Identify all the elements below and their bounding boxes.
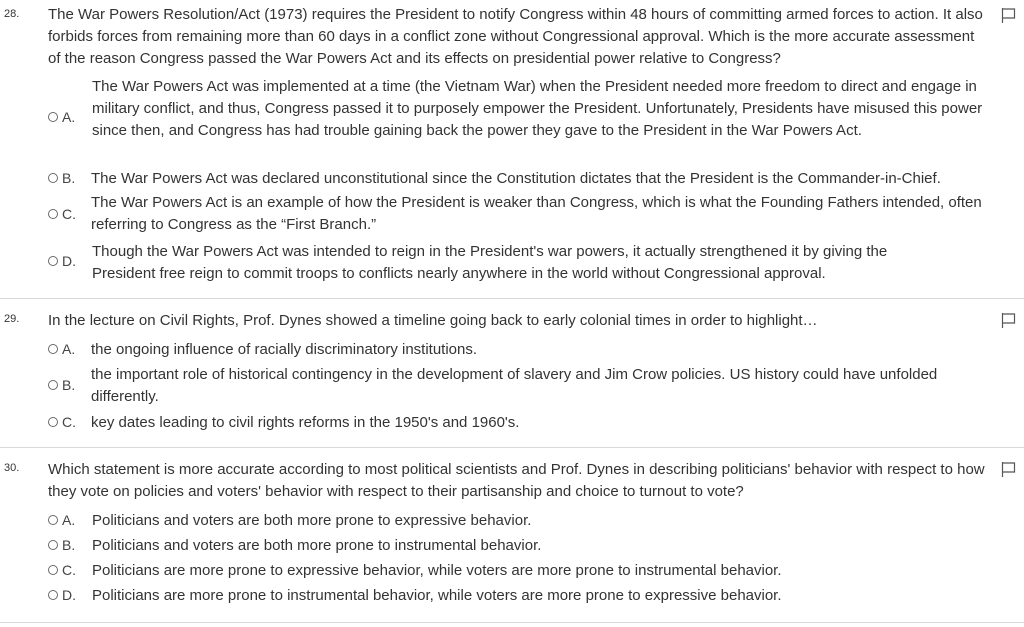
flag-question-button[interactable]	[1000, 312, 1017, 329]
option-text: the ongoing influence of racially discriminatory institutions.	[91, 341, 478, 358]
radio-button-icon[interactable]	[48, 590, 58, 600]
answer-option-b[interactable]	[48, 535, 998, 557]
option-letter: D.	[62, 253, 76, 269]
option-marker	[48, 253, 76, 269]
option-letter: B.	[62, 377, 76, 393]
option-marker	[48, 414, 76, 430]
radio-button-icon[interactable]	[48, 256, 58, 266]
radio-button-icon[interactable]	[48, 380, 58, 390]
option-marker	[48, 587, 76, 603]
flag-icon	[1000, 312, 1017, 329]
option-text: Politicians are more prone to expressive behavior, while voters are more prone to instrumental behavior.	[92, 562, 782, 579]
radio-button-icon[interactable]	[48, 112, 58, 122]
option-text: Politicians are more prone to instrumental behavior, while voters are more prone to expressive behavior.	[92, 587, 782, 604]
option-letter: A.	[62, 341, 76, 357]
question-divider	[0, 298, 1024, 299]
option-letter: C.	[62, 414, 76, 430]
radio-button-icon[interactable]	[48, 515, 58, 525]
option-marker	[48, 170, 75, 186]
radio-button-icon[interactable]	[48, 344, 58, 354]
option-marker	[48, 341, 75, 357]
answer-option-b[interactable]	[48, 364, 998, 408]
answer-option-c[interactable]	[48, 560, 998, 582]
option-letter: C.	[62, 206, 76, 222]
flag-icon	[1000, 7, 1017, 24]
question-number: 28.	[4, 8, 20, 20]
radio-button-icon[interactable]	[48, 173, 58, 183]
question-number: 29.	[4, 313, 20, 325]
radio-button-icon[interactable]	[48, 417, 58, 427]
option-marker	[48, 109, 75, 125]
option-text: key dates leading to civil rights reforms in the 1950's and 1960's.	[91, 414, 520, 431]
answer-option-d[interactable]	[48, 241, 998, 285]
option-text: the important role of historical contingency in the development of slavery and Jim Crow policies. US history could have unfolded differently.	[91, 366, 938, 405]
option-marker	[48, 537, 75, 553]
option-text: Politicians and voters are both more prone to instrumental behavior.	[92, 537, 542, 554]
radio-button-icon[interactable]	[48, 540, 58, 550]
option-letter: B.	[62, 170, 76, 186]
answer-option-a[interactable]	[48, 76, 998, 164]
option-text: The War Powers Act is an example of how the President is weaker than Congress, which is what the Founding Fathers intended, often referring to Congress as the “First Branch.”	[91, 194, 982, 233]
option-text: Politicians and voters are both more prone to expressive behavior.	[92, 512, 532, 529]
option-marker	[48, 206, 76, 222]
flag-question-button[interactable]	[1000, 461, 1017, 478]
flag-question-button[interactable]	[1000, 7, 1017, 24]
radio-button-icon[interactable]	[48, 565, 58, 575]
option-letter: A.	[62, 512, 76, 528]
question-text: Which statement is more accurate according to most political scientists and Prof. Dynes in describing politicians' behavior with respect to how they vote on policies and voters' behavior with respect to their partisanship and choice to turnout to vote?	[48, 461, 985, 500]
answer-option-b[interactable]	[48, 168, 998, 190]
answer-option-c[interactable]	[48, 192, 998, 236]
answer-option-d[interactable]	[48, 585, 998, 607]
option-marker	[48, 377, 75, 393]
option-letter: A.	[62, 109, 76, 125]
option-letter: D.	[62, 587, 76, 603]
question-number: 30.	[4, 462, 20, 474]
question-divider	[0, 447, 1024, 448]
question-text: In the lecture on Civil Rights, Prof. Dynes showed a timeline going back to early colonial times in order to highlight…	[48, 312, 818, 329]
option-letter: B.	[62, 537, 76, 553]
question-divider	[0, 622, 1024, 623]
option-text: Though the War Powers Act was intended to reign in the President's war powers, it actually strengthened it by giving the President free reign to commit troops to conflicts nearly anywhere in the world without Congressional approval.	[92, 243, 888, 282]
option-text: The War Powers Act was implemented at a time (the Vietnam War) when the President needed more freedom to direct and engage in military conflict, and thus, Congress passed it to purposely empower the President. Unfortunately, Presidents have misused this power since then, and Congress has had trouble gaining back the power they gave to the President in the War Powers Act.	[92, 78, 983, 139]
option-text: The War Powers Act was declared unconstitutional since the Constitution dictates that the President is the Commander-in-Chief.	[91, 170, 941, 187]
flag-icon	[1000, 461, 1017, 478]
radio-button-icon[interactable]	[48, 209, 58, 219]
option-marker	[48, 562, 76, 578]
answer-option-a[interactable]	[48, 510, 998, 532]
option-letter: C.	[62, 562, 76, 578]
answer-option-a[interactable]	[48, 339, 998, 361]
answer-option-c[interactable]	[48, 412, 998, 434]
question-text: The War Powers Resolution/Act (1973) requires the President to notify Congress within 48 hours of committing armed forces to action. It also forbids forces from remaining more than 60 days in a conflict zone without Congressional approval. Which is the more accurate assessment of the reason Congress passed the War Powers Act and its effects on presidential power relative to Congress?	[48, 6, 983, 67]
option-marker	[48, 512, 75, 528]
